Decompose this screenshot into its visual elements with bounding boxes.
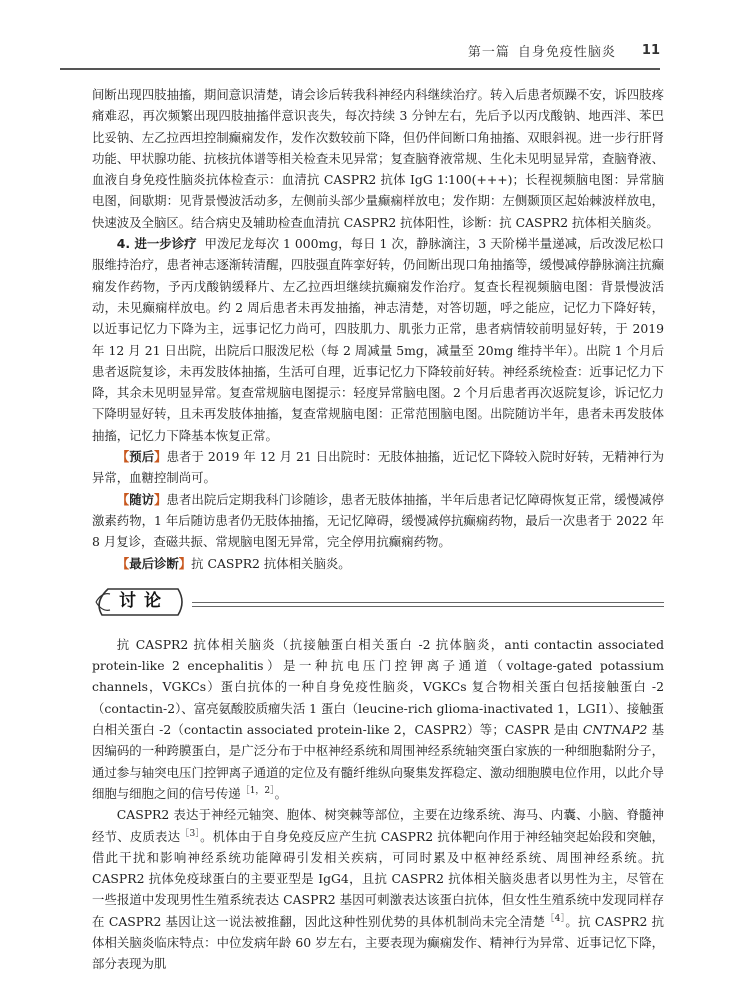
followup-text: 患者出院后定期我科门诊随诊，患者无肢体抽搐，半年后患者记忆障碍恢复正常，缓慢减停激素药物，1 年后随访患者仍无肢体抽搐，无记忆障碍，缓慢减停抗癫痫药物，最后一次患者于 2022 年 8 月复诊，查磁共振、常规脑电图无异常，完全停用抗癫痫药物。 [92,491,664,550]
followup-label: 随访 [129,491,155,507]
header-chapter: 自身免疫性脑炎 [517,44,616,60]
discussion-rule-bottom [192,606,664,607]
discussion-1-text-a: 抗 CASPR2 抗体相关脑炎（抗接触蛋白相关蛋白 -2 抗体脑炎，anti contactin associated protein-like 2 encephalitis）是一种抗电压门控钾离子通道（voltage-gated potassium channels，VGKCs）蛋白抗体的一种自身免疫性脑炎，VGKCs 复合物相关蛋白包括接触蛋白 -2（contactin-2）、富亮氨酸胶质瘤失活 1 蛋白（leucine-rich glioma-inactivated 1，LGI1）、接触蛋白相关蛋白 -2（contactin associated protein-like 2，CASPR2）等；CASPR 是由 [92,636,664,738]
discussion-2-text-b: 。机体由于自身免疫反应产生抗 CASPR2 抗体靶向作用于神经轴突起始段和突触，借此干扰和影响神经系统功能障碍引发相关疾病，可同时累及中枢神经系统、周围神经系统。抗 CASPR2 抗体免疫球蛋白的主要亚型是 IgG4，且抗 CASPR2 抗体相关脑炎患者以男性为主，尽管在一些报道中发现男性生殖系统表达 CASPR2 基因可刺激表达该蛋白抗体，但女性生殖系统中发现同样存在 CASPR2 基因让这一说法被推翻，因此这种性别优势的具体机制尚未完全清楚 [92,828,665,929]
discussion-heading-bar [92,584,664,622]
paragraph-followup [92,489,664,553]
header-section: 第一篇 [467,44,510,60]
paragraph-discussion-2 [92,804,664,974]
prognosis-label: 预后 [129,449,155,465]
citation-ref: ［4］ [545,913,566,924]
discussion-2-text-c: 。抗 CASPR2 抗体相关脑炎临床特点：中位发病年龄 60 岁左右，主要表现为癫痫发作、精神行为异常、近事记忆下降，部分表现为肌 [92,913,665,972]
paragraph-further-treatment [92,233,664,446]
discussion-rule-top [192,602,664,603]
header-rule [60,68,660,70]
further-treatment-label: 4. 进一步诊疗 [116,236,197,252]
prognosis-tag: 【预后】 [116,449,167,465]
paragraph-final-diagnosis [92,553,664,574]
paragraph-case-continued: 间断出现四肢抽搐，期间意识清楚，请会诊后转我科神经内科继续治疗。转入后患者烦躁不安，诉四肢疼痛难忍，再次频繁出现四肢抽搐伴意识丧失，每次持续 3 分钟左右，先后予以丙戊酸钠、地西泮、苯巴比妥钠、左乙拉西坦控制癫痫发作，发作次数较前下降，但仍伴间断口角抽搐、双眼斜视。进一步行肝肾功能、甲状腺功能、抗核抗体谱等相关检查未见异常；复查脑脊液常规、生化未见明显异常，查脑脊液、血液自身免疫性脑炎抗体检查示：血清抗 CASPR2 抗体 IgG 1∶100(+++)；长程视频脑电图：异常脑电图，间歇期：见背景慢波活动多，左侧前头部少量癫痫样放电；发作期：左侧颞顶区起始棘波样放电，快速波及全脑区。结合病史及辅助检查血清抗 CASPR2 抗体阳性，诊断：抗 CASPR2 抗体相关脑炎。 [92,87,664,230]
page-number: 11 [641,42,660,58]
final-diagnosis-tag: 【最后诊断】 [116,555,192,571]
gene-name: CNTNAP2 [582,722,648,738]
further-treatment-text: 甲泼尼龙每次 1 000mg，每日 1 次，静脉滴注，3 天阶梯半量递减，后改泼尼松口服维持治疗，患者神志逐渐转清醒，四肢强直阵挛好转，仍间断出现口角抽搐等，缓慢减停静脉滴注抗癫痫发作药物，予丙戊酸钠缓释片、左乙拉西坦继续抗癫痫发作治疗。复查长程视频脑电图：背景慢波活动，未见癫痫样放电。约 2 周后患者未再发抽搐，神志清楚，对答切题，呼之能应，记忆力下降好转，以近事记忆力下降为主，远事记忆力尚可，四肢肌力、肌张力正常，患者病情较前明显好转，于 2019 年 12 月 21 日出院，出院后口服泼尼松（每 2 周减量 5mg，减量至 20mg 维持半年）。出院 1 个月后患者返院复诊，未再发肢体抽搐，生活可自理，近事记忆力下降较前好转。神经系统检查：近事记忆力下降，其余未见明显异常。复查常规脑电图提示：轻度异常脑电图。2 个月后患者再次返院复诊，诉记忆力下降明显好转，且未再发肢体抽搐，复查常规脑电图：正常范围脑电图。出院随访半年，患者未再发肢体抽搐，记忆力下降基本恢复正常。 [92,236,664,443]
prognosis-text: 患者于 2019 年 12 月 21 日出院时：无肢体抽搐，近记忆下降较入院时好转，无精神行为异常，血糖控制尚可。 [92,449,665,486]
page-header [60,40,660,60]
discussion-heading: 讨论 [119,591,169,612]
discussion-2-text-a: CASPR2 表达于神经元轴突、胞体、树突棘等部位，主要在边缘系统、海马、内囊、小脑、脊髓神经节、皮质表达 [92,807,664,844]
discussion-1-text-b: 基因编码的一种跨膜蛋白，是广泛分布于中枢神经系统和周围神经系统轴突蛋白家族的一种细胞黏附分子，通过参与轴突电压门控钾离子通道的定位及有髓纤维纵向聚集发挥稳定、激动细胞膜电位作用，以此介导细胞与细胞之间的信号传递 [92,722,664,801]
final-diagnosis-text: 抗 CASPR2 抗体相关脑炎。 [191,555,351,571]
discussion-badge [92,586,188,618]
page-body [92,84,664,975]
final-diagnosis-label: 最后诊断 [129,555,179,571]
discussion-1-end: 。 [274,785,288,801]
paragraph-prognosis [92,446,664,489]
followup-tag: 【随访】 [116,491,167,507]
paragraph-discussion-1 [92,634,664,804]
citation-ref: ［1，2］ [240,785,275,796]
citation-ref: ［3］ [180,828,201,839]
